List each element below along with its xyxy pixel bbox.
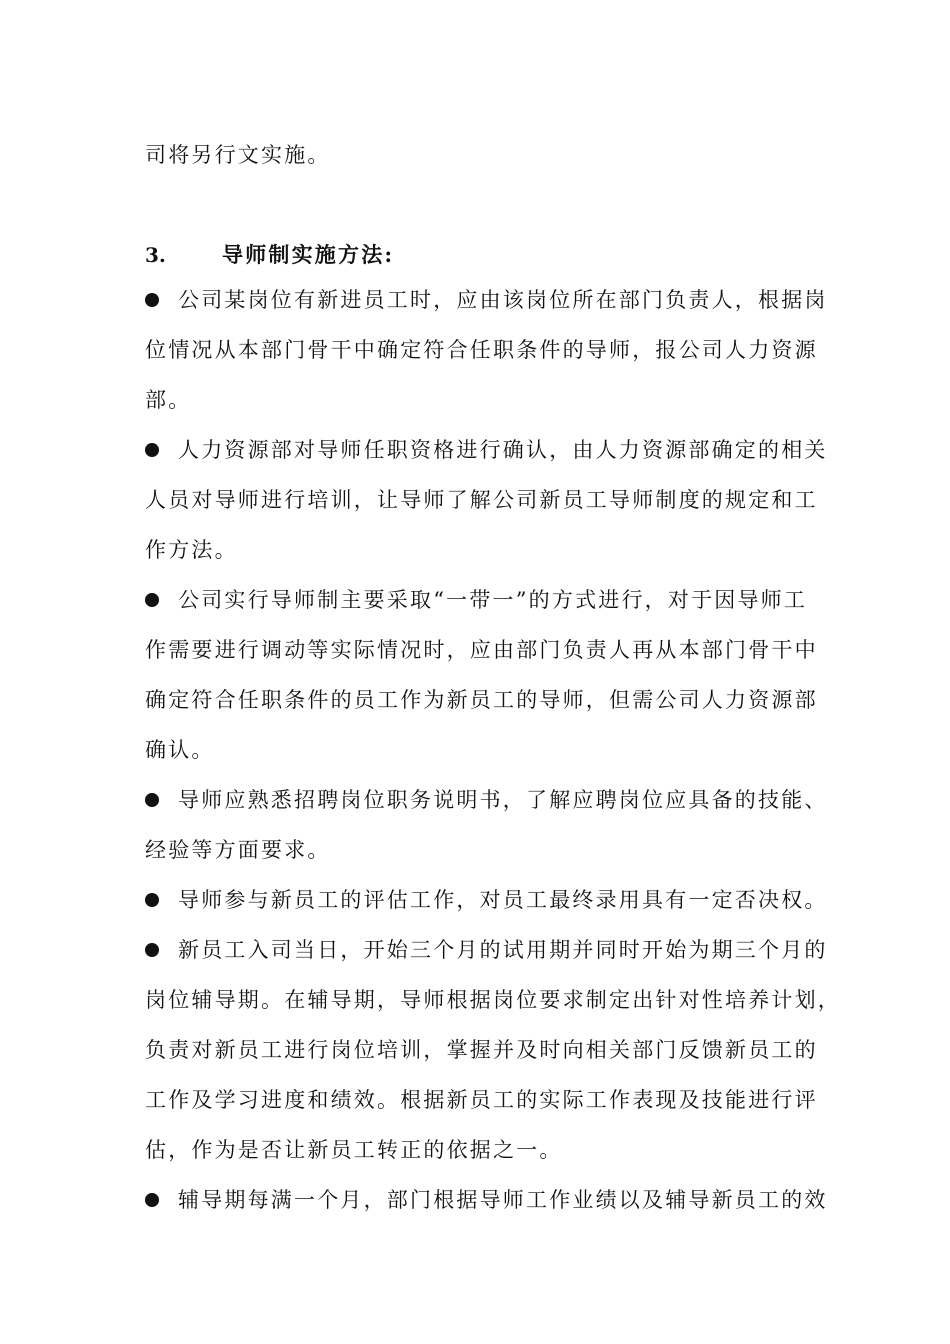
bullet-3-line-2: 作需要进行调动等实际情况时，应由部门负责人再从本部门骨干中	[145, 638, 818, 662]
bullet-6-line-1: 新员工入司当日，开始三个月的试用期并同时开始为期三个月的	[178, 938, 828, 962]
bullet-2-line-2: 人员对导师进行培训，让导师了解公司新员工导师制度的规定和工	[145, 488, 818, 512]
bullet-1-line-2: 位情况从本部门骨干中确定符合任职条件的导师，报公司人力资源	[145, 338, 818, 362]
bullet-icon	[145, 893, 159, 907]
continuation-text: 司将另行文实施。	[145, 143, 331, 167]
bullet-1-line-3: 部。	[145, 388, 192, 412]
bullet-icon	[145, 293, 159, 307]
bullet-3-line-4: 确认。	[145, 738, 215, 762]
bullet-4-line-2: 经验等方面要求。	[145, 838, 331, 862]
bullet-2-line-3: 作方法。	[145, 538, 238, 562]
bullet-3-line-1: 公司实行导师制主要采取“一带一”的方式进行，对于因导师工	[178, 588, 808, 612]
bullet-4-line-1: 导师应熟悉招聘岗位职务说明书，了解应聘岗位应具备的技能、	[178, 788, 828, 812]
bullet-3-line-3: 确定符合任职条件的员工作为新员工的导师，但需公司人力资源部	[145, 688, 818, 712]
section-title: 导师制实施方法:	[222, 242, 395, 267]
bullet-6-line-5: 估，作为是否让新员工转正的依据之一。	[145, 1138, 563, 1162]
bullet-icon	[145, 443, 159, 457]
section-number: 3.	[145, 243, 166, 267]
bullet-7-line-1: 辅导期每满一个月，部门根据导师工作业绩以及辅导新员工的效	[178, 1188, 828, 1212]
bullet-6-line-3: 负责对新员工进行岗位培训，掌握并及时向相关部门反馈新员工的	[145, 1038, 818, 1062]
bullet-6-line-2: 岗位辅导期。在辅导期，导师根据岗位要求制定出针对性培养计划，	[145, 988, 841, 1012]
bullet-6-line-4: 工作及学习进度和绩效。根据新员工的实际工作表现及技能进行评	[145, 1088, 818, 1112]
bullet-5-line-1: 导师参与新员工的评估工作，对员工最终录用具有一定否决权。	[178, 888, 828, 912]
bullet-icon	[145, 593, 159, 607]
bullet-2-line-1: 人力资源部对导师任职资格进行确认，由人力资源部确定的相关	[178, 438, 828, 462]
bullet-1-line-1: 公司某岗位有新进员工时，应由该岗位所在部门负责人，根据岗	[178, 288, 828, 312]
bullet-icon	[145, 793, 159, 807]
bullet-icon	[145, 943, 159, 957]
bullet-icon	[145, 1193, 159, 1207]
